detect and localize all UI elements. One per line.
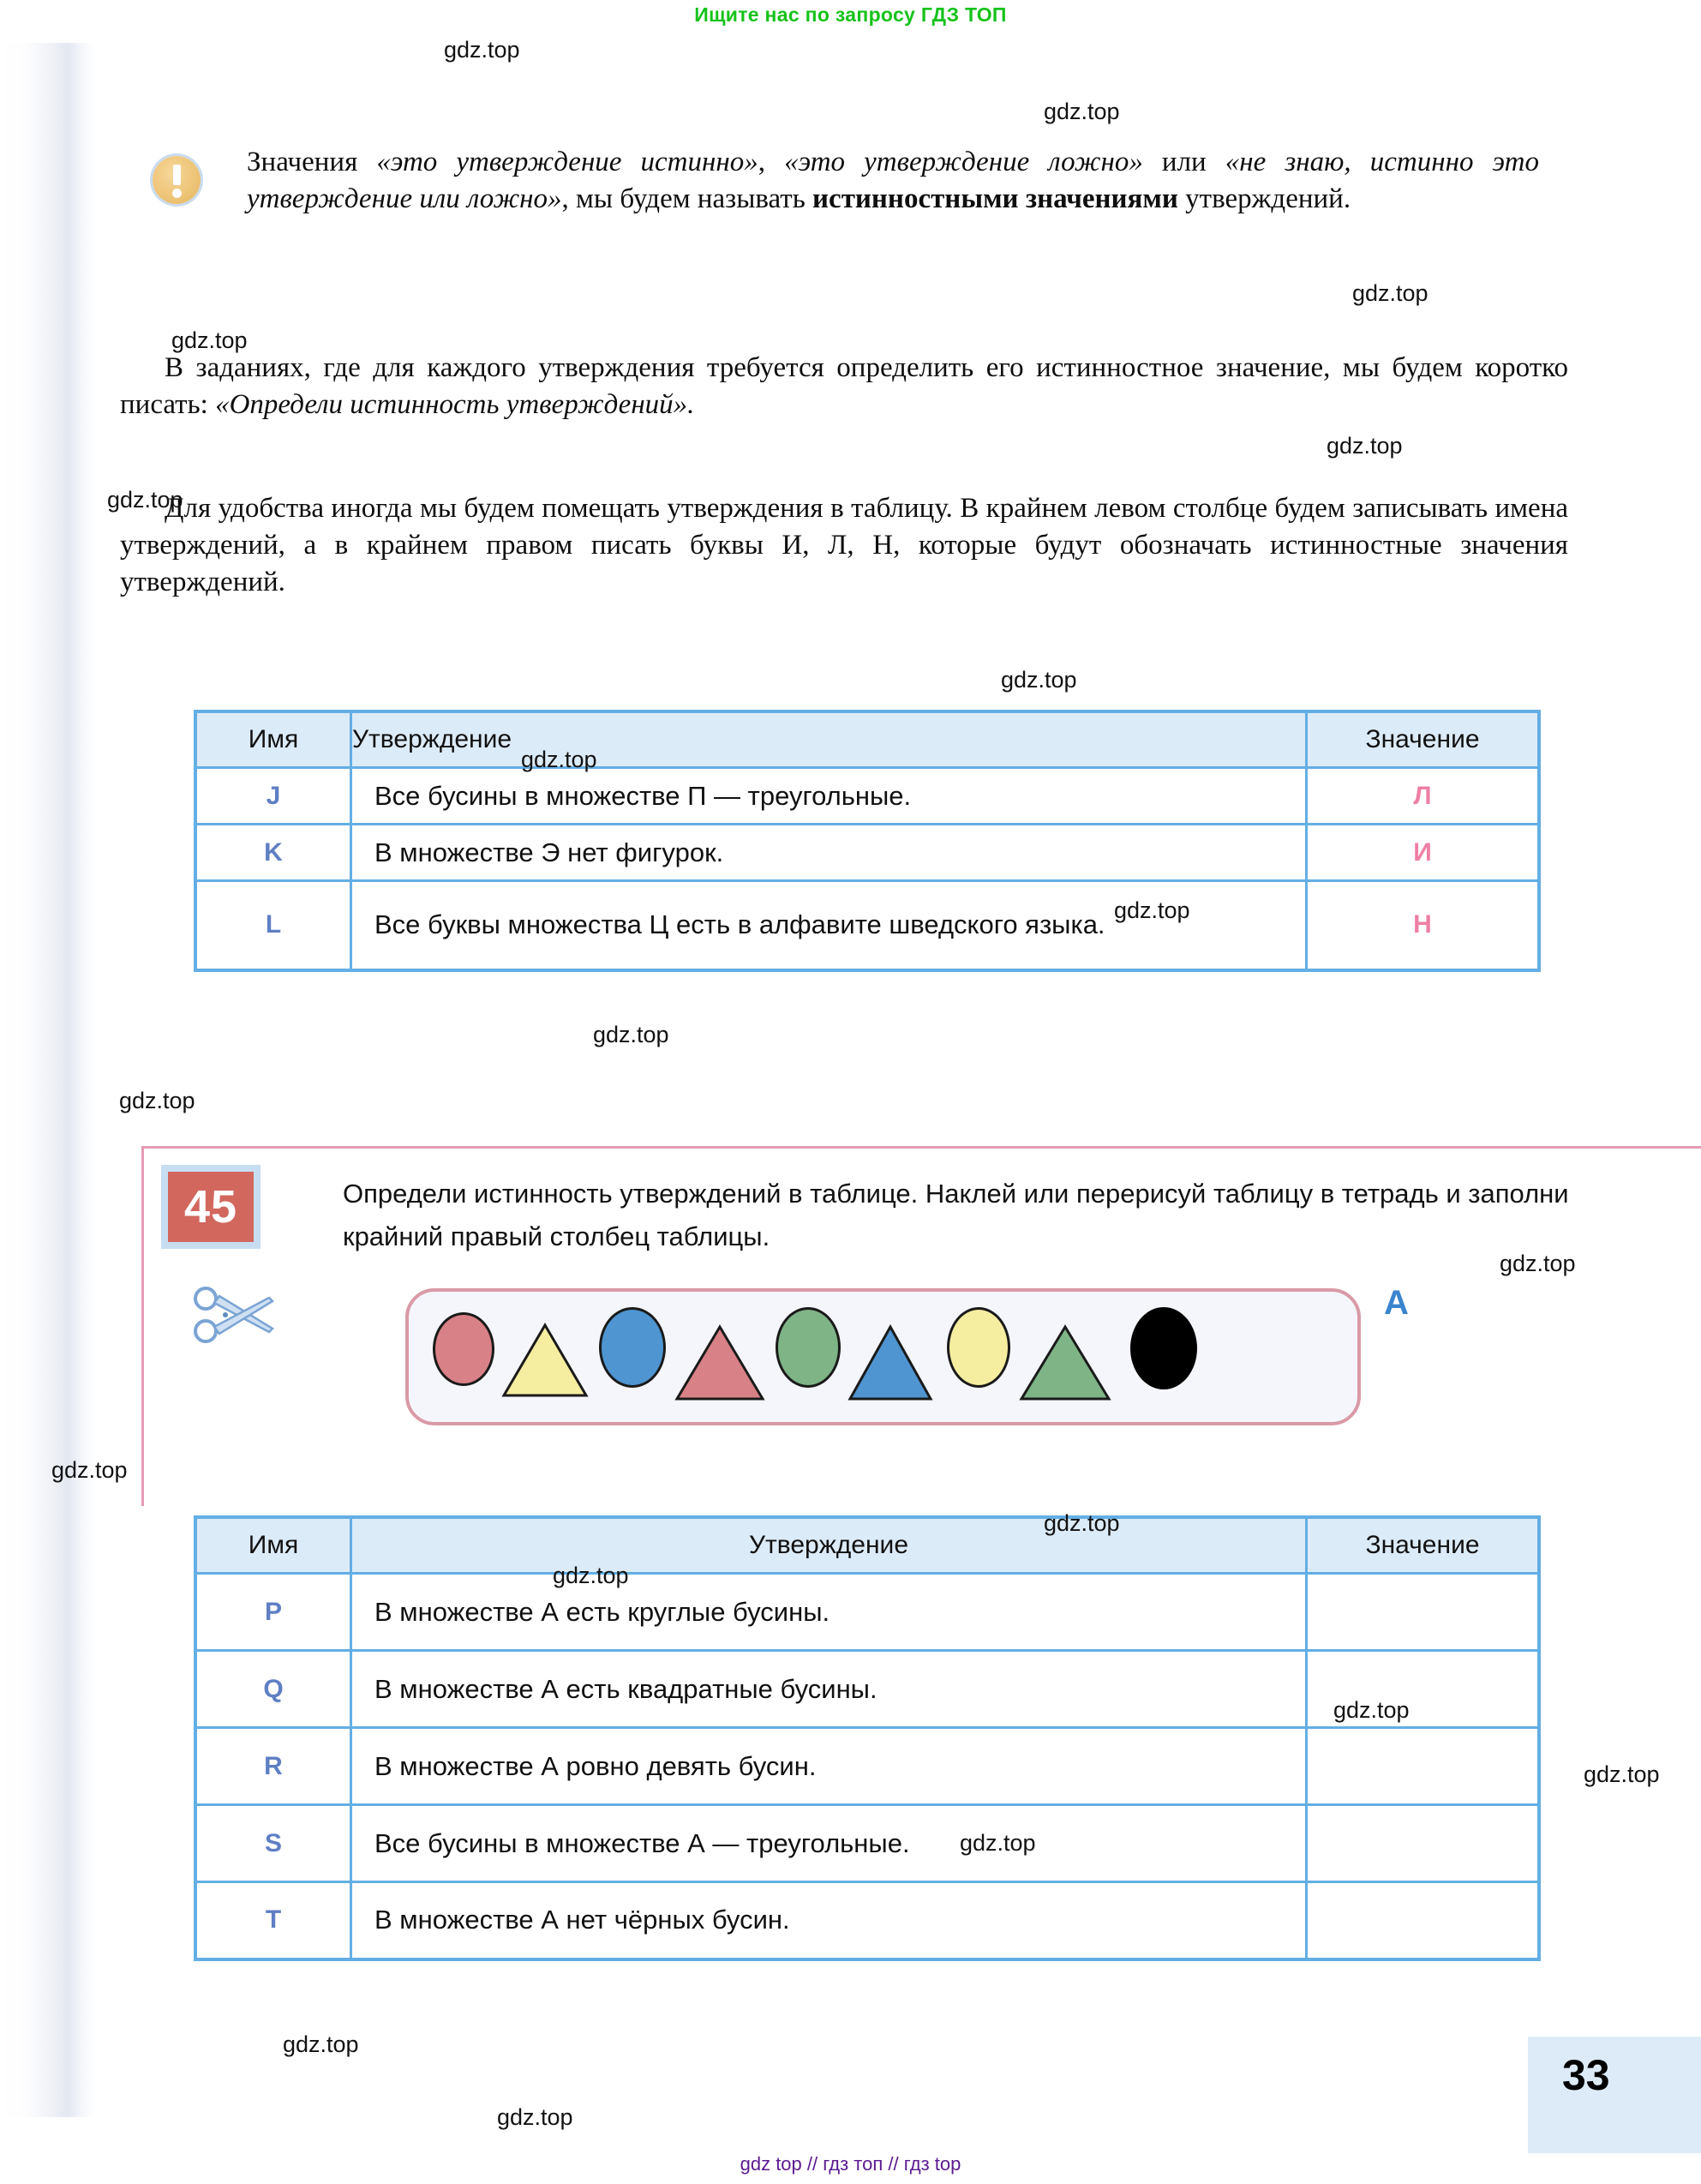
watermark: gdz.top bbox=[521, 747, 597, 772]
watermark: gdz.top bbox=[1333, 1697, 1410, 1723]
watermark: gdz.top bbox=[119, 1088, 195, 1113]
watermark: gdz.top bbox=[51, 1457, 128, 1483]
watermark: gdz.top bbox=[1001, 667, 1077, 693]
table1-body bbox=[195, 768, 1539, 970]
row-statement: Все бусины в множестве А — треугольные. bbox=[351, 1805, 1307, 1882]
table-row bbox=[195, 825, 1539, 881]
paragraph-1: В заданиях, где для каждого утверждения требуется определить его истинностное значение, мы будем коротко писать: «Определи истинность утверждений». bbox=[120, 352, 1568, 420]
row-value[interactable] bbox=[1307, 1805, 1540, 1882]
page-spine-shadow bbox=[0, 43, 94, 2117]
header-statement: Утверждение bbox=[351, 1517, 1307, 1574]
table-row bbox=[195, 881, 1539, 970]
row-statement: Все бусины в множестве П — треугольные. bbox=[351, 768, 1307, 825]
row-name: S bbox=[195, 1805, 351, 1882]
row-statement: В множестве А нет чёрных бусин. bbox=[351, 1882, 1307, 1959]
table2-body bbox=[195, 1574, 1539, 1959]
row-value[interactable]: Н bbox=[1307, 881, 1540, 970]
watermark: gdz.top bbox=[107, 487, 183, 513]
watermark: gdz.top bbox=[1044, 99, 1120, 124]
row-statement: В множестве Э нет фигурок. bbox=[351, 825, 1307, 881]
paragraph-2: Для удобства иногда мы будем помещать утверждения в таблицу. В крайнем левом столбце будем записывать имена утверждений, а в крайнем правом писать буквы И, Л, Н, которые будут обозначать истинностные значения утверждений. bbox=[120, 493, 1568, 597]
header-name: Имя bbox=[195, 711, 351, 768]
row-value[interactable]: И bbox=[1307, 825, 1540, 881]
row-value[interactable] bbox=[1307, 1728, 1540, 1805]
watermark: gdz.top bbox=[171, 327, 248, 353]
row-value[interactable] bbox=[1307, 1651, 1540, 1728]
table-header-row bbox=[195, 711, 1539, 768]
exercise-number-badge: 45 bbox=[168, 1172, 254, 1242]
watermark: gdz.top bbox=[444, 37, 520, 63]
table-row bbox=[195, 1805, 1539, 1882]
table-header-row bbox=[195, 1517, 1539, 1574]
row-statement: Все буквы множества Ц есть в алфавите шведского языка. bbox=[351, 881, 1307, 970]
callout-text: Значения «это утверждение истинно», «это утверждение ложно» или «не знаю, истинно это утверждение или ложно», мы будем называть истинностными значениями утверждений. bbox=[247, 147, 1539, 214]
table-row bbox=[195, 1651, 1539, 1728]
exclamation-icon bbox=[153, 156, 201, 204]
truth-table-exercise bbox=[194, 1515, 1541, 1961]
table-row bbox=[195, 768, 1539, 825]
row-value[interactable] bbox=[1307, 1882, 1540, 1959]
watermark: gdz.top bbox=[1352, 280, 1428, 306]
bead-set-strip bbox=[405, 1288, 1361, 1425]
table-row bbox=[195, 1574, 1539, 1651]
red-circle bbox=[433, 1312, 494, 1386]
green-circle bbox=[776, 1307, 841, 1388]
watermark: gdz.top bbox=[1044, 1510, 1120, 1536]
watermark: gdz.top bbox=[960, 1830, 1036, 1856]
watermark: gdz.top bbox=[1327, 433, 1403, 459]
truth-table-example bbox=[194, 710, 1541, 972]
row-name: K bbox=[195, 825, 351, 881]
watermark: gdz.top bbox=[283, 2031, 359, 2057]
watermark: gdz.top bbox=[553, 1563, 629, 1588]
footer-watermark: gdz top // гдз топ // гдз top bbox=[740, 2153, 961, 2175]
black-circle bbox=[1130, 1307, 1197, 1389]
row-statement: В множестве А есть квадратные бусины. bbox=[351, 1651, 1307, 1728]
yellow-circle bbox=[947, 1307, 1010, 1388]
watermark: gdz.top bbox=[497, 2104, 573, 2130]
exercise-instructions: Определи истинность утверждений в таблице. Наклей или перерисуй таблицу в тетрадь и заполни крайний правый столбец таблицы. bbox=[343, 1179, 1569, 1251]
row-name: R bbox=[195, 1728, 351, 1805]
watermark: gdz.top bbox=[1584, 1761, 1660, 1787]
page-number: 33 bbox=[1528, 2037, 1701, 2153]
blue-circle bbox=[599, 1307, 666, 1388]
set-label-a: A bbox=[1384, 1284, 1409, 1322]
scissors-icon bbox=[190, 1284, 276, 1346]
row-name: P bbox=[195, 1574, 351, 1651]
row-name: L bbox=[195, 881, 351, 970]
row-name: T bbox=[195, 1882, 351, 1959]
row-name: Q bbox=[195, 1651, 351, 1728]
header-name: Имя bbox=[195, 1517, 351, 1574]
table-row bbox=[195, 1882, 1539, 1959]
promo-banner: Ищите нас по запросу ГДЗ ТОП bbox=[694, 3, 1007, 26]
header-statement: Утверждение bbox=[351, 711, 1307, 768]
header-value: Значение bbox=[1307, 1517, 1540, 1574]
row-name: J bbox=[195, 768, 351, 825]
green-triangle bbox=[1019, 1324, 1111, 1406]
table-row bbox=[195, 1728, 1539, 1805]
row-value[interactable] bbox=[1307, 1574, 1540, 1651]
blue-triangle bbox=[848, 1324, 933, 1406]
header-value: Значение bbox=[1307, 711, 1540, 768]
watermark: gdz.top bbox=[1500, 1251, 1576, 1276]
watermark: gdz.top bbox=[1114, 897, 1190, 923]
callout-block bbox=[129, 144, 1585, 218]
row-statement: В множестве А ровно девять бусин. bbox=[351, 1728, 1307, 1805]
row-statement: В множестве А есть круглые бусины. bbox=[351, 1574, 1307, 1651]
yellow-triangle-outline bbox=[501, 1323, 589, 1402]
row-value[interactable]: Л bbox=[1307, 768, 1540, 825]
watermark: gdz.top bbox=[593, 1022, 669, 1047]
red-triangle bbox=[674, 1324, 765, 1406]
